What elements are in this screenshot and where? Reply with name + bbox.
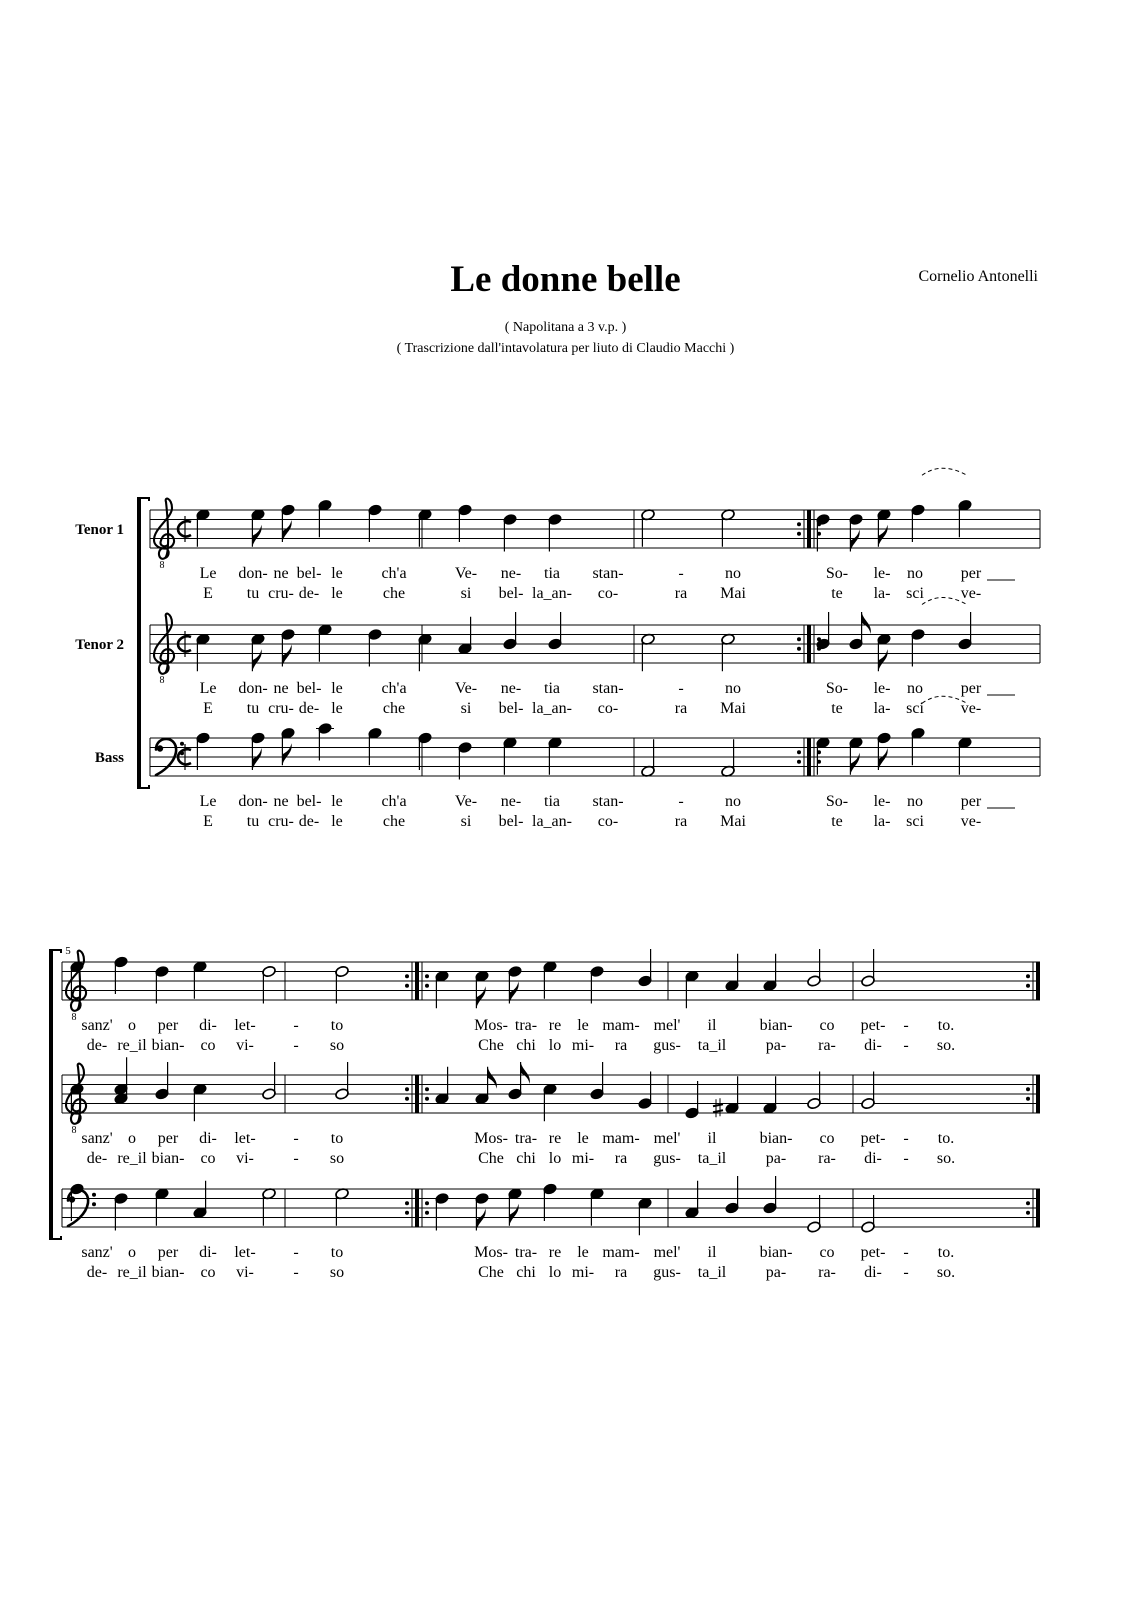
lyric-syllable: le [331, 793, 343, 810]
lyric-syllable: re [548, 1130, 562, 1147]
lyric-syllable: ch'a [381, 565, 407, 582]
lyric-syllable: ne- [500, 565, 522, 582]
repeat-thick-bar [807, 625, 811, 663]
lyric-syllable: co- [597, 585, 619, 602]
lyric-syllable: ne- [500, 793, 522, 810]
lyric-syllable: le [331, 565, 343, 582]
eighth-flag [252, 525, 261, 547]
system-bracket [49, 950, 53, 1239]
voice-label: Bass [94, 750, 124, 766]
repeat-thick-bar [415, 1189, 419, 1227]
lyric-syllable: di- [864, 1037, 882, 1054]
lyric-syllable: o [128, 1017, 136, 1034]
lyric-syllable: il [707, 1017, 717, 1034]
repeat-thick-bar [415, 1075, 419, 1113]
lyric-syllable: ra [614, 1264, 628, 1281]
lyric-syllable: che [382, 700, 406, 717]
lyric-syllable: So- [825, 793, 849, 810]
lyric-syllable: mel' [653, 1244, 681, 1261]
octave-8-marker: 8 [71, 1125, 77, 1136]
repeat-dot [797, 760, 801, 764]
lyric-syllable: - [678, 793, 684, 810]
lyric-syllable: co- [597, 813, 619, 830]
lyric-syllable: la_an- [532, 813, 572, 830]
repeat-dot [405, 984, 409, 988]
lyric-syllable: mi- [571, 1037, 595, 1054]
lyric-syllable: vi- [236, 1150, 254, 1167]
final-thick-bar [1036, 1075, 1040, 1113]
lyric-syllable: te [831, 700, 843, 717]
lyric-syllable: ve- [960, 585, 982, 602]
subtitle-transcription: ( Trascrizione dall'intavolatura per liuto di Claudio Macchi ) [396, 341, 735, 356]
lyric-syllable: E [203, 813, 213, 830]
lyric-syllable: per [960, 793, 982, 810]
repeat-dot [1026, 1201, 1030, 1205]
eighth-flag [521, 1062, 530, 1084]
lyric-syllable: Mos- [474, 1244, 508, 1261]
lyric-syllable: ta_il [697, 1037, 727, 1054]
lyric-syllable: let- [234, 1017, 256, 1034]
repeat-thick-bar [807, 738, 811, 776]
lyric-syllable: sci [906, 700, 924, 717]
lyric-syllable: si [460, 813, 472, 830]
lyric-syllable: ne [273, 793, 289, 810]
lyric-syllable: il [707, 1244, 717, 1261]
eighth-flag [862, 612, 871, 634]
lyric-syllable: Mai [720, 700, 746, 717]
lyric-syllable: di- [199, 1017, 217, 1034]
lyric-syllable: di- [864, 1264, 882, 1281]
lyric-syllable: che [382, 585, 406, 602]
lyric-syllable: chi [516, 1037, 536, 1054]
lyric-syllable: E [203, 700, 213, 717]
lyric-syllable: ne- [500, 680, 522, 697]
lyric-syllable: sanz' [81, 1130, 113, 1147]
final-thick-bar [1036, 1189, 1040, 1227]
system-bracket [137, 498, 141, 788]
eighth-flag [878, 649, 887, 671]
repeat-dot [797, 637, 801, 641]
lyric-syllable: sanz' [81, 1017, 113, 1034]
lyric-syllable: vi- [236, 1037, 254, 1054]
lyric-syllable: ra [674, 813, 688, 830]
lyric-syllable: don- [238, 565, 268, 582]
lyric-syllable: le [331, 813, 343, 830]
lyric-syllable: la- [873, 813, 891, 830]
lyric-syllable: tra- [514, 1130, 538, 1147]
dashed-slur [922, 468, 967, 475]
lyric-syllable: vi- [236, 1264, 254, 1281]
lyric-syllable: tra- [514, 1017, 538, 1034]
sharp-sign [713, 1104, 723, 1106]
lyric-syllable: re [548, 1017, 562, 1034]
repeat-dot [425, 1087, 429, 1091]
lyric-syllable: mel' [653, 1017, 681, 1034]
lyric-syllable: Che [478, 1264, 504, 1281]
lyric-syllable: ta_il [697, 1150, 727, 1167]
measure-number: 5 [65, 945, 71, 957]
subtitle-genre: ( Napolitana a 3 v.p. ) [504, 320, 627, 335]
lyric-syllable: don- [238, 680, 268, 697]
bass-clef-dot [157, 745, 163, 751]
lyric-syllable: so [329, 1264, 345, 1281]
lyric-syllable: no [907, 793, 923, 810]
lyric-syllable: o [128, 1244, 136, 1261]
lyric-syllable: pet- [860, 1130, 886, 1147]
lyric-syllable: let- [234, 1244, 256, 1261]
lyric-syllable: stan- [592, 793, 624, 810]
lyric-syllable: re_il [117, 1037, 147, 1054]
lyric-syllable: So- [825, 680, 849, 697]
repeat-dot [425, 984, 429, 988]
eighth-flag [488, 1067, 497, 1089]
lyric-syllable: ve- [960, 700, 982, 717]
lyric-syllable: mel' [653, 1130, 681, 1147]
lyric-syllable: le- [873, 680, 891, 697]
lyric-syllable: si [460, 700, 472, 717]
lyric-syllable: per [157, 1017, 179, 1034]
bass-clef-dot [92, 1193, 96, 1197]
lyric-syllable: co [200, 1037, 216, 1054]
repeat-dot [1026, 984, 1030, 988]
lyric-syllable: ne [273, 565, 289, 582]
lyric-syllable: ra [674, 585, 688, 602]
repeat-dot [1026, 974, 1030, 978]
lyric-syllable: le [331, 585, 343, 602]
eighth-flag [878, 525, 887, 547]
lyric-syllable: bian- [759, 1017, 793, 1034]
lyric-syllable: Ve- [454, 793, 478, 810]
lyric-syllable: co [819, 1017, 835, 1034]
lyric-syllable: Mos- [474, 1130, 508, 1147]
lyric-syllable: to. [937, 1244, 955, 1261]
lyric-syllable: stan- [592, 680, 624, 697]
lyric-syllable: Ve- [454, 565, 478, 582]
lyric-syllable: tu [246, 585, 260, 602]
octave-8-marker: 8 [159, 560, 165, 571]
lyric-syllable: de- [298, 813, 320, 830]
lyric-syllable: la_an- [532, 585, 572, 602]
bass-clef-dot [92, 1202, 96, 1206]
lyric-syllable: - [903, 1264, 909, 1281]
repeat-dot [425, 1201, 429, 1205]
lyric-syllable: - [903, 1017, 909, 1034]
lyric-syllable: bel- [296, 680, 322, 697]
lyric-syllable: Le [199, 680, 217, 697]
lyric-syllable: di- [864, 1150, 882, 1167]
repeat-dot [405, 1201, 409, 1205]
lyric-syllable: Che [478, 1150, 504, 1167]
lyric-syllable: per [960, 680, 982, 697]
composer: Cornelio Antonelli [918, 268, 1038, 285]
repeat-dot [797, 647, 801, 651]
lyric-syllable: co [819, 1244, 835, 1261]
lyric-syllable: co- [597, 700, 619, 717]
lyric-syllable: de- [86, 1037, 108, 1054]
lyric-syllable: tia [544, 793, 560, 810]
lyric-syllable: o [128, 1130, 136, 1147]
lyric-syllable: sci [906, 585, 924, 602]
repeat-dot [797, 522, 801, 526]
lyric-syllable: ve- [960, 813, 982, 830]
lyric-syllable: bel- [498, 700, 524, 717]
lyric-syllable: E [203, 585, 213, 602]
repeat-dot [405, 1097, 409, 1101]
lyric-syllable: cru- [268, 700, 294, 717]
lyric-syllable: lo [548, 1264, 562, 1281]
lyric-syllable: bian- [759, 1244, 793, 1261]
lyric-syllable: ra- [818, 1264, 836, 1281]
lyric-syllable: cru- [268, 813, 294, 830]
lyric-syllable: pa- [765, 1150, 787, 1167]
lyric-syllable: lo [548, 1037, 562, 1054]
lyric-syllable: no [907, 680, 923, 697]
lyric-syllable: cru- [268, 585, 294, 602]
lyric-syllable: gus- [653, 1264, 681, 1281]
lyric-syllable: si [460, 585, 472, 602]
lyric-syllable: ch'a [381, 680, 407, 697]
lyric-syllable: so. [936, 1264, 956, 1281]
page-title: Le donne belle [450, 259, 681, 300]
eighth-flag [509, 1204, 518, 1226]
lyric-syllable: Le [199, 565, 217, 582]
repeat-thick-bar [807, 510, 811, 548]
lyric-syllable: to [330, 1244, 344, 1261]
repeat-dot [405, 1211, 409, 1215]
lyric-syllable: mi- [571, 1150, 595, 1167]
lyric-syllable: gus- [653, 1150, 681, 1167]
lyric-syllable: ra [614, 1150, 628, 1167]
lyric-syllable: bian- [151, 1150, 185, 1167]
lyric-syllable: pet- [860, 1017, 886, 1034]
lyric-syllable: le [577, 1017, 589, 1034]
sharp-sign [713, 1110, 723, 1112]
lyric-syllable: so. [936, 1150, 956, 1167]
lyric-syllable: Mai [720, 813, 746, 830]
lyric-syllable: re_il [117, 1150, 147, 1167]
lyric-syllable: bian- [151, 1037, 185, 1054]
lyric-syllable: mam- [602, 1130, 640, 1147]
lyric-syllable: Ve- [454, 680, 478, 697]
lyric-syllable: la_an- [532, 700, 572, 717]
octave-8-marker: 8 [159, 675, 165, 686]
lyric-syllable: tia [544, 680, 560, 697]
voice-label: Tenor 2 [75, 637, 124, 653]
lyric-syllable: tu [246, 813, 260, 830]
repeat-dot [1026, 1087, 1030, 1091]
lyric-syllable: - [293, 1150, 299, 1167]
lyric-syllable: - [903, 1130, 909, 1147]
repeat-dot [1026, 1097, 1030, 1101]
lyric-syllable: - [293, 1017, 299, 1034]
eighth-flag [850, 753, 859, 775]
lyric-syllable: so [329, 1150, 345, 1167]
lyric-syllable: gus- [653, 1037, 681, 1054]
lyric-syllable: il [707, 1130, 717, 1147]
repeat-dot [797, 750, 801, 754]
lyric-syllable: te [831, 585, 843, 602]
lyric-syllable: Mos- [474, 1017, 508, 1034]
lyric-syllable: chi [516, 1264, 536, 1281]
lyric-syllable: ta_il [697, 1264, 727, 1281]
lyric-syllable: no [725, 793, 741, 810]
lyric-syllable: So- [825, 565, 849, 582]
lyric-syllable: pa- [765, 1264, 787, 1281]
repeat-thick-bar [415, 962, 419, 1000]
lyric-syllable: Mai [720, 585, 746, 602]
lyric-syllable: ra [674, 700, 688, 717]
lyric-syllable: - [293, 1130, 299, 1147]
lyric-syllable: co [819, 1130, 835, 1147]
repeat-dot [425, 974, 429, 978]
lyric-syllable: so [329, 1037, 345, 1054]
lyric-syllable: co [200, 1150, 216, 1167]
lyric-syllable: per [960, 565, 982, 582]
lyric-syllable: mam- [602, 1244, 640, 1261]
lyric-syllable: co [200, 1264, 216, 1281]
lyric-syllable: no [725, 565, 741, 582]
lyric-syllable: to [330, 1017, 344, 1034]
lyric-syllable: ch'a [381, 793, 407, 810]
lyric-syllable: la- [873, 700, 891, 717]
octave-8-marker: 8 [71, 1012, 77, 1023]
final-thick-bar [1036, 962, 1040, 1000]
lyric-syllable: bel- [296, 565, 322, 582]
lyric-syllable: per [157, 1244, 179, 1261]
lyric-syllable: de- [86, 1264, 108, 1281]
lyric-syllable: di- [199, 1130, 217, 1147]
lyric-syllable: lo [548, 1150, 562, 1167]
lyric-syllable: so. [936, 1037, 956, 1054]
lyric-syllable: to [330, 1130, 344, 1147]
lyric-syllable: Che [478, 1037, 504, 1054]
bass-clef-dot [180, 742, 184, 746]
lyric-syllable: re [548, 1244, 562, 1261]
lyric-syllable: le- [873, 565, 891, 582]
lyric-syllable: mam- [602, 1017, 640, 1034]
lyric-syllable: bel- [498, 585, 524, 602]
lyric-syllable: te [831, 813, 843, 830]
lyric-syllable: no [907, 565, 923, 582]
lyric-syllable: don- [238, 793, 268, 810]
lyric-syllable: - [293, 1037, 299, 1054]
lyric-syllable: ra- [818, 1037, 836, 1054]
lyric-syllable: chi [516, 1150, 536, 1167]
lyric-syllable: che [382, 813, 406, 830]
lyric-syllable: de- [298, 585, 320, 602]
lyric-syllable: - [903, 1244, 909, 1261]
lyric-syllable: - [678, 680, 684, 697]
lyric-syllable: la- [873, 585, 891, 602]
lyric-syllable: - [678, 565, 684, 582]
lyric-syllable: Le [199, 793, 217, 810]
lyric-syllable: tu [246, 700, 260, 717]
lyric-syllable: - [903, 1150, 909, 1167]
lyric-syllable: to. [937, 1130, 955, 1147]
lyric-syllable: le [577, 1130, 589, 1147]
lyric-syllable: de- [86, 1150, 108, 1167]
lyric-syllable: to. [937, 1017, 955, 1034]
lyric-syllable: bel- [296, 793, 322, 810]
eighth-flag [282, 743, 291, 765]
lyric-syllable: - [293, 1244, 299, 1261]
lyric-syllable: ra- [818, 1150, 836, 1167]
lyric-syllable: - [293, 1264, 299, 1281]
voice-label: Tenor 1 [75, 522, 124, 538]
lyric-syllable: let- [234, 1130, 256, 1147]
repeat-dot [1026, 1211, 1030, 1215]
lyric-syllable: ne [273, 680, 289, 697]
lyric-syllable: sanz' [81, 1244, 113, 1261]
lyric-syllable: re_il [117, 1264, 147, 1281]
lyric-syllable: bian- [759, 1130, 793, 1147]
eighth-flag [252, 649, 261, 671]
lyric-syllable: le [331, 700, 343, 717]
lyric-syllable: ra [614, 1037, 628, 1054]
lyric-syllable: no [725, 680, 741, 697]
repeat-dot [797, 532, 801, 536]
lyric-syllable: pet- [860, 1244, 886, 1261]
repeat-dot [425, 1097, 429, 1101]
lyric-syllable: de- [298, 700, 320, 717]
lyric-syllable: le- [873, 793, 891, 810]
lyric-syllable: le [577, 1244, 589, 1261]
lyric-syllable: bian- [151, 1264, 185, 1281]
eighth-flag [476, 986, 485, 1008]
lyric-syllable: tra- [514, 1244, 538, 1261]
lyric-syllable: per [157, 1130, 179, 1147]
lyric-syllable: pa- [765, 1037, 787, 1054]
lyric-syllable: mi- [571, 1264, 595, 1281]
lyric-syllable: tia [544, 565, 560, 582]
lyric-syllable: di- [199, 1244, 217, 1261]
lyric-syllable: sci [906, 813, 924, 830]
repeat-dot [405, 1087, 409, 1091]
repeat-dot [425, 1211, 429, 1215]
lyric-syllable: bel- [498, 813, 524, 830]
lyric-syllable: stan- [592, 565, 624, 582]
lyric-syllable: le [331, 680, 343, 697]
repeat-dot [405, 974, 409, 978]
lyric-syllable: - [903, 1037, 909, 1054]
